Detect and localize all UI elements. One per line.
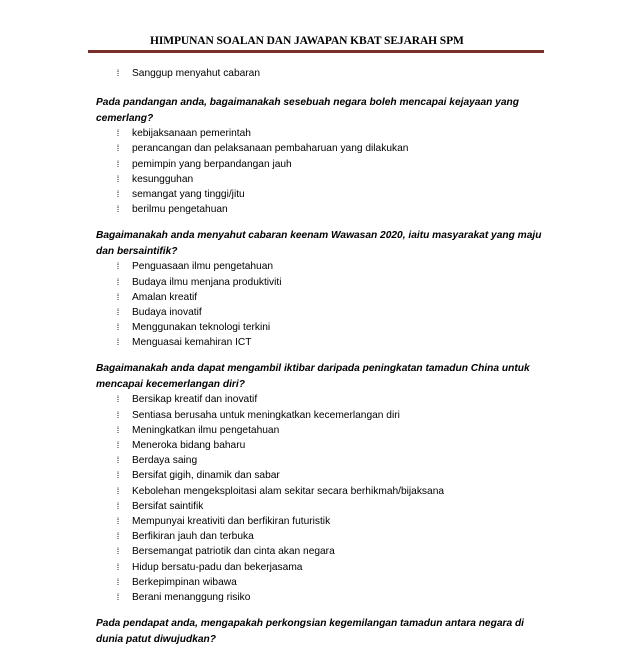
section-spacer — [96, 350, 548, 361]
list-item — [96, 275, 548, 290]
list-item-text: Meningkatkan ilmu pengetahuan — [132, 424, 280, 436]
list-item — [96, 453, 548, 468]
list-item — [96, 290, 548, 305]
list-item-text: Amalan kreatif — [132, 291, 198, 303]
list-item — [96, 408, 548, 423]
list-item-text: Berani menanggung risiko — [132, 591, 251, 603]
list-item — [96, 529, 548, 544]
list-item — [96, 438, 548, 453]
bullet-icon: ⁞ — [116, 546, 120, 557]
list-item-text: Mempunyai kreativiti dan berfikiran futuristik — [132, 515, 331, 527]
bullet-icon: ⁞ — [116, 515, 120, 526]
list-item — [96, 499, 548, 514]
answer-list — [96, 259, 548, 350]
list-item — [96, 187, 548, 202]
bullet-icon: ⁞ — [116, 576, 120, 587]
list-item — [96, 320, 548, 335]
list-item — [96, 335, 548, 350]
list-item-text: Bersikap kreatif dan inovatif — [132, 394, 258, 406]
list-item — [96, 590, 548, 605]
page-title: HIMPUNAN SOALAN DAN JAWAPAN KBAT SEJARAH SPM — [150, 35, 464, 47]
list-item-text: Meneroka bidang baharu — [132, 440, 246, 451]
list-item-text: Berfikiran jauh dan terbuka — [132, 531, 254, 543]
list-item-text: Bersemangat patriotik dan cinta akan negara — [132, 546, 335, 558]
question-text: Pada pandangan anda, bagaimanakah sesebuah negara boleh mencapai kejayaan yang cemerlang? — [96, 97, 519, 124]
bullet-icon: ⁞ — [116, 470, 120, 481]
question-text: Bagaimanakah anda menyahut cabaran keenam Wawasan 2020, iaitu masyarakat yang maju dan bersaintifik? — [96, 230, 542, 257]
bullet-icon: ⁞ — [116, 261, 120, 272]
list-item — [96, 141, 548, 156]
top-list — [96, 66, 548, 81]
list-item — [96, 514, 548, 529]
qa-sections — [96, 81, 548, 647]
list-item — [96, 172, 548, 187]
bullet-icon: ⁞ — [116, 68, 120, 78]
list-item-text: Menguasai kemahiran ICT — [132, 337, 252, 349]
section-spacer — [96, 81, 548, 95]
list-item — [96, 544, 548, 559]
bullet-icon: ⁞ — [116, 128, 120, 139]
list-item — [96, 66, 548, 81]
list-item-text: semangat yang tinggi/jitu — [132, 188, 245, 200]
bullet-icon: ⁞ — [116, 424, 120, 435]
question-text: Bagaimanakah anda dapat mengambil iktibar daripada peningkatan tamadun China untuk mencapai kecemerlangan diri? — [96, 363, 530, 390]
list-item-text: Berkepimpinan wibawa — [132, 576, 237, 588]
bullet-icon: ⁞ — [116, 394, 120, 405]
list-item — [96, 202, 548, 217]
list-item-text: Hidup bersatu-padu dan bekerjasama — [132, 561, 303, 573]
bullet-icon: ⁞ — [116, 561, 120, 572]
list-item-text: berilmu pengetahuan — [132, 204, 228, 216]
bullet-icon: ⁞ — [116, 409, 120, 420]
bullet-icon: ⁞ — [116, 322, 120, 333]
list-item-text: Bersifat gigih, dinamik dan sabar — [132, 470, 280, 482]
list-item-text: pemimpin yang berpandangan jauh — [132, 158, 292, 170]
section-spacer — [96, 605, 548, 616]
list-item — [96, 392, 548, 407]
list-item-text: Berdaya saing — [132, 455, 198, 467]
document-body — [96, 66, 548, 647]
bullet-icon: ⁞ — [116, 143, 120, 154]
bullet-icon: ⁞ — [116, 591, 120, 602]
bullet-icon: ⁞ — [116, 485, 120, 496]
header-rule — [88, 50, 544, 53]
list-item-text: perancangan dan pelaksanaan pembaharuan yang dilakukan — [132, 143, 409, 155]
list-item-text: Budaya inovatif — [132, 306, 202, 318]
list-item — [96, 484, 548, 499]
bullet-icon: ⁞ — [116, 204, 120, 215]
bullet-icon: ⁞ — [116, 291, 120, 302]
question-text: Pada pendapat anda, mengapakah perkongsian kegemilangan tamadun antara negara di dunia patut diwujudkan? — [96, 618, 524, 645]
list-item-text: kesungguhan — [132, 173, 194, 185]
list-item — [96, 560, 548, 575]
list-item-text: kebijaksanaan pemerintah — [132, 128, 251, 140]
bullet-icon: ⁞ — [116, 531, 120, 542]
list-item-text: Sanggup menyahut cabaran — [132, 68, 261, 79]
list-item-text: Sentiasa berusaha untuk meningkatkan kecemerlangan diri — [132, 409, 400, 421]
bullet-icon: ⁞ — [116, 337, 120, 348]
bullet-icon: ⁞ — [116, 188, 120, 199]
list-item-text: Kebolehan mengeksploitasi alam sekitar secara berhikmah/bijaksana — [132, 485, 445, 497]
bullet-icon: ⁞ — [116, 500, 120, 511]
answer-list — [96, 392, 548, 605]
list-item — [96, 259, 548, 274]
bullet-icon: ⁞ — [116, 306, 120, 317]
list-item-text: Menggunakan teknologi terkini — [132, 322, 271, 334]
bullet-icon: ⁞ — [116, 440, 120, 450]
list-item — [96, 575, 548, 590]
list-item-text: Bersifat saintifik — [132, 500, 204, 512]
list-item — [96, 423, 548, 438]
list-item — [96, 468, 548, 483]
section-spacer — [96, 217, 548, 228]
list-item — [96, 157, 548, 172]
bullet-icon: ⁞ — [116, 276, 120, 287]
list-item — [96, 305, 548, 320]
list-item — [96, 126, 548, 141]
page-header — [88, 34, 544, 53]
bullet-icon: ⁞ — [116, 173, 120, 184]
bullet-icon: ⁞ — [116, 158, 120, 169]
list-item-text: Penguasaan ilmu pengetahuan — [132, 261, 274, 273]
bullet-icon: ⁞ — [116, 455, 120, 466]
answer-list — [96, 126, 548, 217]
list-item-text: Budaya ilmu menjana produktiviti — [132, 276, 282, 288]
